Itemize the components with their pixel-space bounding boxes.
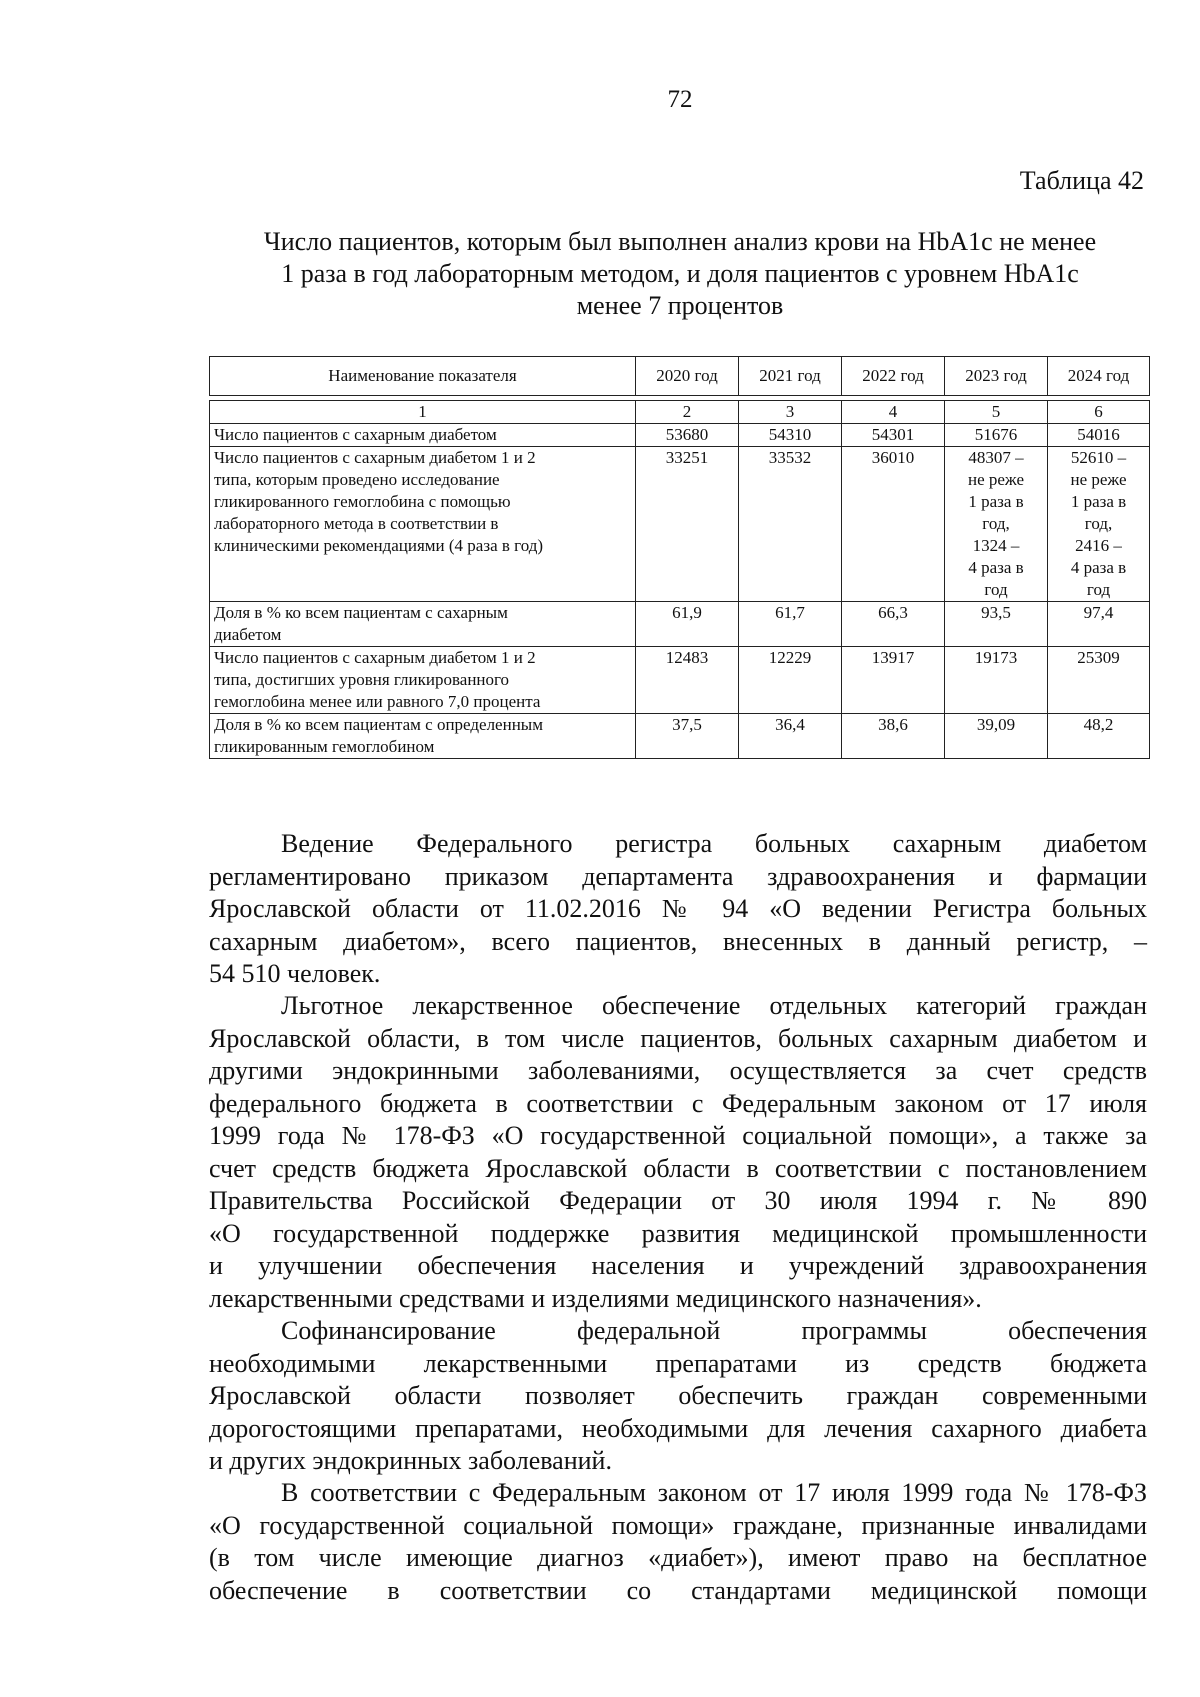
row-label-line: Число пациентов с сахарным диабетом 1 и 2	[214, 448, 536, 467]
value-cell	[842, 714, 945, 759]
value-cell	[945, 714, 1048, 759]
value-line: 52610 –	[1070, 448, 1127, 467]
value-line: год,	[982, 514, 1010, 533]
value-line: 4 раза в	[1070, 558, 1127, 577]
value-line: 97,4	[1083, 603, 1114, 622]
paragraph-line: обеспечение в соответствии со стандартами медицинской помощи	[209, 1575, 1147, 1605]
paragraph-line: лекарственными средствами и изделиями медицинского назначения».	[209, 1283, 982, 1313]
value-line: 25309	[1077, 648, 1120, 667]
paragraph-line: и улучшении обеспечения населения и учреждений здравоохранения	[209, 1251, 1147, 1280]
row-label-cell	[210, 447, 636, 602]
value-cell	[1048, 714, 1150, 759]
row-label-line: гликированным гемоглобином	[214, 737, 435, 756]
paragraph-line: В соответствии с Федеральным законом от 17 июля 1999 года № 178-ФЗ	[281, 1478, 1147, 1507]
value-line: 48,2	[1083, 715, 1114, 734]
table-row	[210, 424, 1150, 447]
value-line: 66,3	[878, 603, 908, 622]
table-title-line: Число пациентов, которым был выполнен анализ крови на HbA1c не менее	[263, 227, 1097, 256]
paragraph-line: и других эндокринных заболеваний.	[209, 1446, 612, 1475]
value-line: 39,09	[976, 715, 1016, 734]
row-label-line: клиническими рекомендациями (4 раза в год)	[214, 536, 544, 555]
table-row	[210, 447, 1150, 602]
column-number-cell: 5	[945, 401, 1048, 424]
data-table	[209, 400, 1150, 759]
paragraph-line: Софинансирование федеральной программы обеспечения	[281, 1316, 1147, 1345]
paragraph	[209, 1477, 1147, 1607]
value-line: 48307 –	[968, 448, 1024, 467]
value-cell	[636, 447, 739, 602]
column-number-cell: 6	[1048, 401, 1150, 424]
value-line: 38,6	[878, 715, 908, 734]
value-cell	[636, 424, 739, 447]
value-line: 2416 –	[1075, 536, 1122, 555]
row-label-line: типа, достигших уровня гликированного	[214, 670, 510, 689]
value-line: 36010	[871, 448, 915, 467]
paragraph-line: федерального бюджета в соответствии с Федеральным законом от 17 июля	[209, 1088, 1147, 1118]
paragraph-line: счет средств бюджета Ярославской области в соответствии с постановлением	[209, 1153, 1147, 1183]
value-line: 12229	[768, 648, 812, 667]
value-cell	[842, 647, 945, 714]
paragraph-line: Ведение Федерального регистра больных сахарным диабетом	[281, 829, 1147, 858]
value-line: 4 раза в	[968, 558, 1024, 577]
value-cell	[1048, 424, 1150, 447]
value-cell	[842, 424, 945, 447]
table-title-line: менее 7 процентов	[576, 291, 784, 320]
row-label-line: лабораторного метода в соответствии в	[214, 514, 499, 533]
page-number: 72	[667, 86, 693, 113]
row-label-cell	[210, 602, 636, 647]
row-label-cell	[210, 424, 636, 447]
value-cell	[636, 647, 739, 714]
value-line: 61,7	[775, 603, 805, 622]
paragraph-line: Ярославской области позволяет обеспечить граждан современными	[209, 1381, 1147, 1410]
value-line: год	[1086, 580, 1111, 599]
paragraph-line: Ярославской области, в том числе пациентов, больных сахарным диабетом и	[209, 1023, 1147, 1053]
table-title	[150, 226, 1200, 322]
paragraph-line: 1999 года № 178-ФЗ «О государственной социальной помощи», а также за	[209, 1121, 1147, 1150]
value-cell	[739, 714, 842, 759]
value-line: 13917	[871, 648, 915, 667]
column-number-cell: 3	[739, 401, 842, 424]
header-cell-2020: 2020 год	[636, 357, 739, 396]
value-line: 51676	[974, 425, 1018, 444]
table-row	[210, 714, 1150, 759]
value-cell	[945, 447, 1048, 602]
paragraph-line: «О государственной социальной помощи» граждане, признанные инвалидами	[209, 1510, 1147, 1540]
row-label-line: типа, которым проведено исследование	[214, 470, 500, 489]
row-label-line: Доля в % ко всем пациентам с определенным	[214, 715, 543, 734]
value-cell	[636, 602, 739, 647]
value-line: 93,5	[981, 603, 1011, 622]
header-cell-2023: 2023 год	[945, 357, 1048, 396]
column-number-cell: 1	[210, 401, 636, 424]
paragraph-line: (в том числе имеющие диагноз «диабет»), имеют право на бесплатное	[209, 1543, 1147, 1572]
header-cell-2022: 2022 год	[842, 357, 945, 396]
paragraph-line: другими эндокринными заболеваниями, осуществляется за счет средств	[209, 1056, 1147, 1085]
row-label-line: Число пациентов с сахарным диабетом 1 и 2	[214, 648, 536, 667]
value-line: 54301	[871, 425, 915, 444]
value-cell	[739, 424, 842, 447]
value-line: 19173	[974, 648, 1018, 667]
header-cell-indicator: Наименование показателя	[210, 357, 636, 396]
value-cell	[842, 602, 945, 647]
header-row	[210, 357, 1150, 396]
value-line: год,	[1084, 514, 1113, 533]
header-cell-2024: 2024 год	[1048, 357, 1150, 396]
value-cell	[739, 647, 842, 714]
paragraph-line: сахарным диабетом», всего пациентов, внесенных в данный регистр, –	[209, 926, 1147, 956]
row-label-line: Число пациентов с сахарным диабетом	[214, 425, 497, 444]
paragraph-line: Ярославской области от 11.02.2016 № 94 «О ведении Регистра больных	[209, 894, 1147, 923]
paragraph-line: Льготное лекарственное обеспечение отдельных категорий граждан	[281, 991, 1147, 1020]
row-label-cell	[210, 647, 636, 714]
paragraph-line: «О государственной поддержке развития медицинской промышленности	[209, 1218, 1147, 1248]
column-number-row	[210, 401, 1150, 424]
row-label-line: диабетом	[214, 625, 282, 644]
paragraph-line: дорогостоящими препаратами, необходимыми для лечения сахарного диабета	[209, 1413, 1147, 1443]
value-line: 1 раза в	[1070, 492, 1127, 511]
value-line: 33532	[768, 448, 812, 467]
paragraph	[209, 828, 1147, 991]
value-line: год	[984, 580, 1008, 599]
value-line: 53680	[665, 425, 709, 444]
value-line: не реже	[967, 470, 1024, 489]
column-number-cell: 4	[842, 401, 945, 424]
column-number-cell: 2	[636, 401, 739, 424]
value-cell	[1048, 602, 1150, 647]
value-line: 61,9	[672, 603, 702, 622]
table-row	[210, 602, 1150, 647]
value-line: 37,5	[672, 715, 702, 734]
value-line: 12483	[665, 648, 709, 667]
paragraph	[209, 990, 1147, 1315]
value-line: 33251	[665, 448, 709, 467]
row-label-cell	[210, 714, 636, 759]
value-cell	[945, 602, 1048, 647]
table-header	[209, 356, 1150, 396]
table-row	[210, 647, 1150, 714]
paragraph	[209, 1315, 1147, 1478]
value-cell	[636, 714, 739, 759]
paragraph-line: регламентировано приказом департамента здравоохранения и фармации	[209, 861, 1147, 891]
value-cell	[945, 647, 1048, 714]
paragraph-line: необходимыми лекарственными препаратами из средств бюджета	[209, 1348, 1147, 1378]
value-line: 54310	[768, 425, 812, 444]
value-line: 1 раза в	[968, 492, 1024, 511]
row-label-line: Доля в % ко всем пациентам с сахарным	[214, 603, 508, 622]
value-cell	[1048, 647, 1150, 714]
value-cell	[842, 447, 945, 602]
paragraph-line: 54 510 человек.	[209, 959, 381, 988]
value-cell	[945, 424, 1048, 447]
row-label-line: гемоглобина менее или равного 7,0 процента	[214, 692, 541, 711]
value-line: 36,4	[775, 715, 805, 734]
table-number: Таблица 42	[1019, 166, 1144, 195]
value-cell	[739, 447, 842, 602]
value-line: 1324 –	[972, 536, 1020, 555]
header-cell-2021: 2021 год	[739, 357, 842, 396]
paragraph-line: Правительства Российской Федерации от 30 июля 1994 г. № 890	[209, 1186, 1147, 1215]
value-cell	[1048, 447, 1150, 602]
row-label-line: гликированного гемоглобина с помощью	[214, 492, 511, 511]
value-cell	[739, 602, 842, 647]
value-line: не реже	[1070, 470, 1127, 489]
value-line: 54016	[1077, 425, 1120, 444]
table-title-line: 1 раза в год лабораторным методом, и доля пациентов с уровнем HbA1c	[281, 259, 1079, 288]
